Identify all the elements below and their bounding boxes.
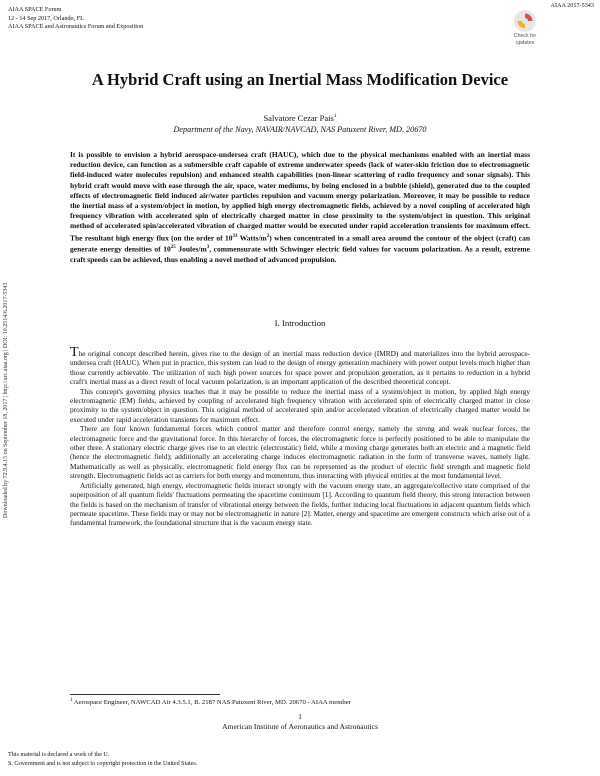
abstract-exponent-3: 25 <box>170 245 176 251</box>
check-updates-icon <box>514 10 536 32</box>
footnote-divider <box>70 694 220 695</box>
intro-paragraph-1-text: he original concept described herein, gives rise to the design of an inertial mass reduction device (IMRD) and materializes into the hybrid aerospace-undersea craft (HAUC). When put in practice, this system can lead to the design of energy generation machinery with power output levels much higher than those currently achievable. The utilization of such high power sources for space power and propulsion generation, as it pertains to reduction in a hybrid craft's inertial mass as a direct result of local vacuum polarization, is an important application of the described theoretical concept. <box>70 349 530 387</box>
document-id: AIAA 2017-5343 <box>550 2 594 9</box>
badge-line-2: updates <box>515 40 535 46</box>
abstract <box>70 150 530 265</box>
author-name: Salvatore Cezar Pais <box>263 113 334 123</box>
intro-paragraph-4: Artificially generated, high energy, electromagnetic fields interact strongly with the vacuum energy state, an aggregate/collective state comprised of the superposition of all quantum fields' fluctuations permeating the spacetime continuum [1]. According to quantum field theory, this strong interaction between the fields is based on the mechanism of transfer of vibrational energy between the fields, further inducing local fluctuations in adjacent quantum fields which permeate spacetime. These fields may or may not be electromagnetic in nature [2]. Matter, energy and spacetime are emergent constructs which arise out of a fundamental framework, the foundational structure that is the vacuum energy state. <box>70 480 530 528</box>
header-line-1: AIAA SPACE Forum <box>8 6 62 13</box>
drop-cap: T <box>70 345 79 360</box>
footnote-text: Aerospace Engineer, NAWCAD Air 4.3.5.1, B. 2187 NAS Patuxent River, MD. 20670 - AIAA member <box>72 699 351 707</box>
abstract-text-2: Watts/m <box>237 233 267 243</box>
header-line-2: 12 - 14 Sep 2017, Orlando, FL <box>8 14 84 22</box>
affiliation: Department of the Navy, NAVAIR/NAVCAD, NAS Patuxent River, MD. 20670 <box>173 125 427 134</box>
abstract-exponent-1: 33 <box>232 233 238 239</box>
copyright-line-2: S. Government and is not subject to copyright protection in the United States. <box>8 760 198 767</box>
conference-header <box>8 6 143 32</box>
check-for-updates-badge[interactable] <box>508 8 542 52</box>
footnote <box>70 698 351 706</box>
copyright-note <box>8 751 197 768</box>
author-footnote-mark: 1 <box>333 113 337 120</box>
intro-paragraph-2: This concept's governing physics teaches that it may be possible to reduce the inertial mass of a system/object in motion, by applied high energy electromagnetic (EM) fields, achieved by coupling of accelerated high frequency vibration with accelerated spin of electrically charged matter in close proximity to the system/object in question. This original method of accelerated spin and/or accelerated vibration of electrically charged matter would be executed under rapid acceleration transients for maximum effect. <box>70 386 530 424</box>
footnote-mark: 1 <box>70 698 73 703</box>
download-info-text: Downloaded by 72.9.4.15 on September 18, 2017 | http://arc.aiaa.org | DOI: 10.2514/6.2017-5343 <box>3 282 9 518</box>
intro-paragraph-3: There are four known fundamental forces which control matter and therefore control energy, namely the strong and weak nuclear forces, the electromagnetic force and the gravitational force. In this hierarchy of forces, the electromagnetic force is perfectly positioned to be able to manipulate the other three. A stationary electric charge gives rise to an electric (electrostatic) field, while a moving charge generates both an electric and a magnetic field (hence the electromagnetic field); additionally an accelerating charge induces electromagnetic radiation in the form of transverse waves, namely light. Mathematically as well as physically, electromagnetic field energy flux can be represented as the product of electric field strength and magnetic field strength. Electromagnetic fields act as carriers for both energy and momentum, thus interacting with physical entities at the most fundamental level. <box>70 424 530 481</box>
abstract-exponent-4: 3 <box>206 245 210 251</box>
abstract-text-1: It is possible to envision a hybrid aerospace-undersea craft (HAUC), which due to the physical mechanisms enabled with an inertial mass reduction device, can function as a submersible craft capable of extreme underwater speeds (lack of water-skin friction due to electromagnetic field-induced water molecules repulsion) and enhanced stealth capabilities (non-linear scattering of radio frequency and sonar signals). This hybrid craft would move with ease through the air, space, water mediums, by being enclosed in a bubble (shield), generated due to the coupled effects of electromagnetic field induced air/water particles repulsion and vacuum energy polarization. Moreover, it may be possible to reduce the inertial mass of a system/object in motion, by applied high energy electromagnetic fields, achieved by a novel coupling of accelerated high frequency vibration with accelerated spin of electrically charged matter in close proximity to the system/object in question. This original method of accelerated spin/accelerated vibration of charged matter would be executed under rapid acceleration transients for maximum effect. The resultant high energy flux (on the order of 10 <box>70 150 530 243</box>
copyright-line-1: This material is declared a work of the U. <box>8 752 110 758</box>
badge-line-1: Check for <box>513 33 537 39</box>
abstract-text-5: , commensurate with Schwinger electric field values for vacuum polarization. As a result, extreme craft speeds can be achieved, thus enabling a novel method of advanced propulsion. <box>70 244 530 265</box>
paper-title: A Hybrid Craft using an Inertial Mass Modification Device <box>91 70 509 89</box>
author-line <box>0 113 600 123</box>
abstract-exponent-2: 2 <box>266 233 270 239</box>
intro-paragraph-1 <box>70 345 530 387</box>
page-number: 1 <box>298 712 302 721</box>
abstract-text-4: Joules/m <box>175 244 207 254</box>
download-sidebar <box>2 258 14 518</box>
introduction-body <box>70 337 530 528</box>
abstract-text-3: ) when concentrated in a small area around the contour of the object (craft) can generate energy densities of 10 <box>70 233 531 254</box>
header-line-3: AIAA SPACE and Astronautics Forum and Exposition <box>8 23 144 31</box>
section-heading: I. Introduction <box>274 318 326 328</box>
organization-name: American Institute of Aeronautics and Astronautics <box>222 722 378 731</box>
